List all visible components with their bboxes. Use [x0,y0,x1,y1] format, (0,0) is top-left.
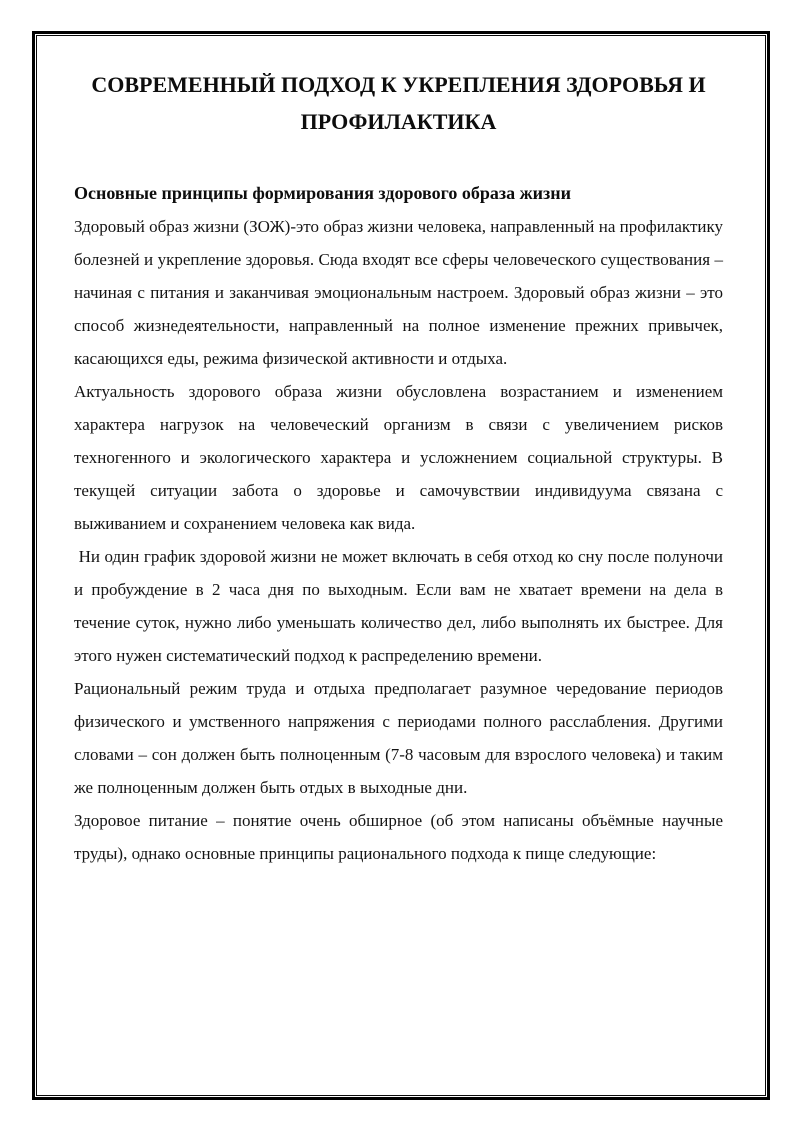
document-content [37,36,765,1095]
paragraph-4: Рациональный режим труда и отдыха предполагает разумное чередование периодов физического и умственного напряжения с периодами полного расслабления. Другими словами – сон должен быть полноценным (7-8 часовым для взрослого человека) и таким же полноценным должен быть отдых в выходные дни. [74,679,723,797]
page-border-inner [36,35,766,1096]
document-title: СОВРЕМЕННЫЙ ПОДХОД К УКРЕПЛЕНИЯ ЗДОРОВЬЯ И ПРОФИЛАКТИКА [91,72,706,134]
paragraph-3: Ни один график здоровой жизни не может включать в себя отход ко сну после полуночи и пробуждение в 2 часа дня по выходным. Если вам не хватает времени на дела в течение суток, нужно либо уменьшать количество дел, либо выполнять их быстрее. Для этого нужен систематический подход к распределению времени. [74,547,723,665]
page-border-outer [32,31,770,1100]
section-heading: Основные принципы формирования здорового образа жизни [74,183,571,203]
paragraph-5: Здоровое питание – понятие очень обширное (об этом написаны объёмные научные труды), однако основные принципы рационального подхода к пище следующие: [74,811,723,863]
paragraph-2: Актуальность здорового образа жизни обусловлена возрастанием и изменением характера нагрузок на человеческий организм в связи с увеличением рисков техногенного и экологического характера и усложнением социальной структуры. В текущей ситуации забота о здоровье и самочувствии индивидуума связана с выживанием и сохранением человека как вида. [74,382,723,533]
paragraph-1: Здоровый образ жизни (ЗОЖ)-это образ жизни человека, направленный на профилактику болезней и укрепление здоровья. Сюда входят все сферы человеческого существования – начиная с питания и заканчивая эмоциональным настроем. Здоровый образ жизни – это способ жизнедеятельности, направленный на полное изменение прежних привычек, касающихся еды, режима физической активности и отдыха. [74,217,723,368]
